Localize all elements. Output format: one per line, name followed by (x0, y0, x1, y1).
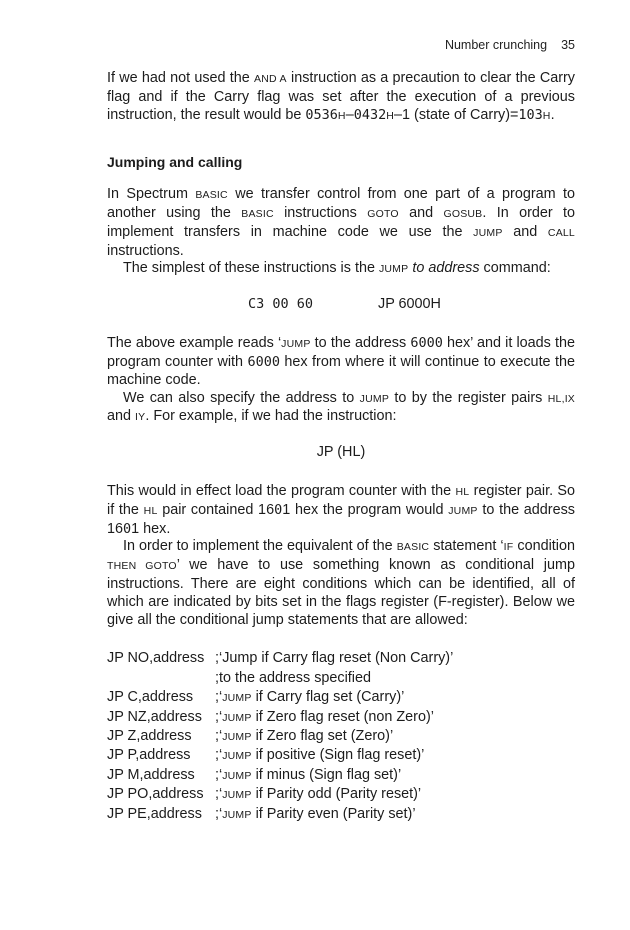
table-row: JP PE,address ;‘JUMP if Parity even (Parity set)’ (107, 805, 416, 822)
code-hex: C3 00 60 (248, 296, 314, 313)
paragraph-conditional: In order to implement the equivalent of the BASIC statement ‘IF condition THEN GOTO’ we have to use something known as conditional jump instructions. There are eight conditions which can be identified, all of which are indicated by bits set in the flags register (F-register). Below we give all the conditional jump statements that are allowed: (107, 538, 576, 628)
code-example-jp-hl: JP (HL) (316, 444, 366, 461)
code-example-jp-6000 (107, 296, 575, 314)
paragraph-carry-result: If we had not used the AND A instruction as a precaution to clear the Carry flag and if the Carry flag was set after the execution of a previous instruction, the result would be 0536H–0432H–1 (state of Carry)=103H. (107, 70, 575, 123)
table-row: JP P,address ;‘JUMP if positive (Sign flag reset)’ (107, 747, 425, 764)
paragraph-load-pc: This would in effect load the program counter with the HL register pair. So if the HL pair contained 1601 hex the program would JUMP to the address 1601 hex. (107, 482, 575, 537)
paragraph-above-example: The above example reads ‘JUMP to the address 6000 hex’ and it loads the program counter with 6000 hex from where it will continue to execute the machine code. (107, 335, 575, 388)
code-asm: JP 6000H (378, 296, 441, 313)
table-row: JP Z,address ;‘JUMP if Zero flag set (Zero)’ (107, 727, 394, 744)
paragraph-transfers: In Spectrum BASIC we transfer control from one part of a program to another using the BASIC instructions GOTO and GOSUB. In order to implement transfers in machine code we use the JUMP and CALL instructions. (107, 186, 576, 259)
page-body (107, 70, 575, 824)
table-row: JP NZ,address ;‘JUMP if Zero flag reset (non Zero)’ (107, 708, 434, 725)
page-number: 35 (561, 38, 575, 52)
table-row: JP NO,address ;‘Jump if Carry flag reset (Non Carry)’ (107, 650, 454, 667)
running-header (445, 38, 575, 52)
conditional-jump-table (107, 649, 453, 824)
table-row: JP PO,address ;‘JUMP if Parity odd (Parity reset)’ (107, 786, 422, 803)
running-title: Number crunching (444, 38, 548, 52)
paragraph-register-pairs: We can also specify the address to JUMP to by the register pairs HL,IX and IY. For example, if we had the instruction: (107, 389, 576, 425)
table-row: ;to the address specified (215, 669, 371, 686)
table-row: JP M,address ;‘JUMP if minus (Sign flag set)’ (107, 766, 402, 783)
table-row: JP C,address ;‘JUMP if Carry flag set (Carry)’ (107, 689, 405, 706)
section-heading: Jumping and calling (107, 154, 243, 171)
paragraph-simplest: The simplest of these instructions is the JUMP to address command: (123, 260, 551, 277)
